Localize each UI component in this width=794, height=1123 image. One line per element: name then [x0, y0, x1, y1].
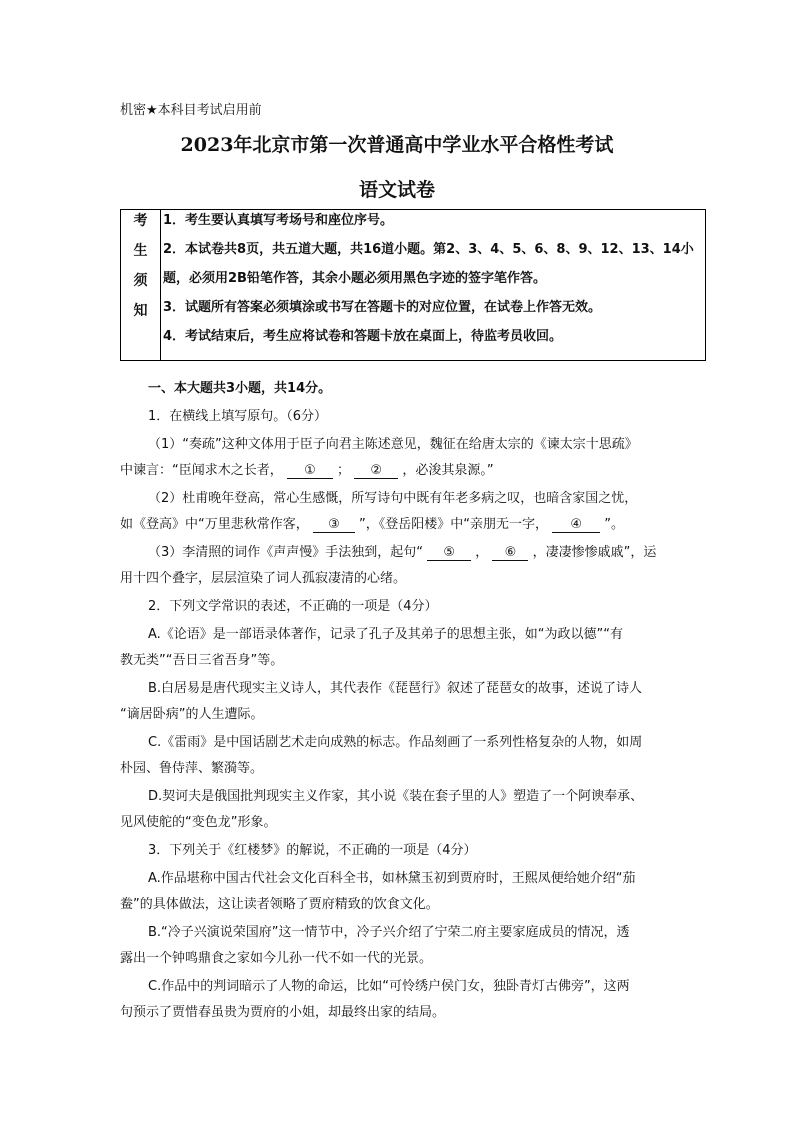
- notice-item: 1．考生要认真填写考场号和座位序号。: [163, 213, 394, 228]
- question-3-option-b: B.“冷子兴演说荣国府”这一情节中，冷子兴介绍了宁荣二府主要家庭成员的情况，透: [148, 925, 630, 940]
- question-2-stem: 2．下列文学常识的表述，不正确的一项是（4分）: [148, 599, 438, 614]
- question-2-option-a: A.《论语》是一部语录体著作，记录了孔子及其弟子的思想主张，如“为政以德”“有: [148, 627, 624, 642]
- notice-items: [161, 210, 706, 361]
- question-2-option-d: D.契诃夫是俄国批判现实主义作家，其小说《装在套子里的人》塑造了一个阿谀奉承、: [148, 789, 644, 804]
- notice-label: [121, 210, 161, 361]
- question-text: （3）李清照的词作《声声慢》手法独到，起句“: [148, 545, 424, 560]
- notice-label-char: 生: [133, 243, 148, 259]
- question-3-stem: 3．下列关于《红楼梦》的解说，不正确的一项是（4分）: [148, 843, 477, 858]
- question-3-option-a-cont: 鲞”的具体做法，这让读者领略了贾府精致的饮食文化。: [120, 897, 439, 912]
- question-text: ，必浚其泉源。”: [402, 463, 494, 478]
- question-2-option-b: B.白居易是唐代现实主义诗人，其代表作《琵琶行》叙述了琵琶女的故事，述说了诗人: [148, 681, 643, 696]
- notice-item: 题，必须用2B铅笔作答，其余小题必须用黑色字迹的签字笔作答。: [163, 271, 546, 286]
- answer-blank-1[interactable]: ①: [287, 463, 333, 479]
- answer-blank-6[interactable]: ⑥: [492, 545, 528, 561]
- answer-blank-2[interactable]: ②: [354, 463, 398, 479]
- question-3-option-c: C.作品中的判词暗示了人物的命运，比如“可怜绣户侯门女，独卧青灯古佛旁”，这两: [148, 979, 630, 994]
- question-2-option-d-cont: 见风使舵的“变色龙”形象。: [120, 815, 277, 830]
- section-heading: 一、本大题共3小题，共14分。: [148, 381, 332, 396]
- question-1-part-1-line-2: [120, 459, 494, 479]
- notice-label-char: 考: [133, 213, 148, 229]
- question-2-option-c-cont: 朴园、鲁侍萍、繁漪等。: [120, 761, 264, 776]
- question-text: ”，《登岳阳楼》中“亲朋无一字，: [359, 517, 549, 532]
- question-2-option-b-cont: “谪居卧病”的人生遭际。: [120, 707, 264, 722]
- question-text: 如《登高》中“万里悲秋常作客，: [120, 517, 309, 532]
- question-text: ；: [337, 463, 351, 478]
- question-2-option-c: C.《雷雨》是中国话剧艺术走向成熟的标志。作品刻画了一系列性格复杂的人物，如周: [148, 735, 643, 750]
- notice-item: 3．试题所有答案必须填涂或书写在答题卡的对应位置，在试卷上作答无效。: [163, 300, 602, 315]
- exam-subtitle: 语文试卷: [358, 179, 435, 201]
- answer-blank-4[interactable]: ④: [552, 517, 600, 533]
- question-2-option-a-cont: 教无类”“吾日三省吾身”等。: [120, 653, 284, 668]
- exam-title: 2023年北京市第一次普通高中学业水平合格性考试: [180, 134, 614, 156]
- question-3-option-c-cont: 句预示了贾惜春虽贵为贾府的小姐，却最终出家的结局。: [120, 1005, 446, 1020]
- answer-blank-3[interactable]: ③: [313, 517, 355, 533]
- question-1-part-3-line-2: 用十四个叠字，层层渲染了词人孤寂凄清的心绪。: [120, 571, 407, 586]
- question-3-option-a: A.作品堪称中国古代社会文化百科全书，如林黛玉初到贾府时，王熙凤便给她介绍“茄: [148, 871, 636, 886]
- question-1-stem: 1．在横线上填写原句。（6分）: [148, 409, 328, 424]
- question-1-part-2-line-1: （2）杜甫晚年登高，常心生感慨，所写诗句中既有年老多病之叹，也暗含家国之忧，: [148, 491, 638, 506]
- question-1-part-1-line-1: （1）“奏疏”这种文体用于臣子向君主陈述意见，魏征在给唐太宗的《谏太宗十思疏》: [148, 437, 638, 452]
- question-text: ，凄凄惨惨戚戚”，运: [532, 545, 657, 560]
- notice-label-char: 知: [133, 303, 148, 319]
- notice-item: 4．考试结束后，考生应将试卷和答题卡放在桌面上，待监考员收回。: [163, 329, 563, 344]
- answer-blank-5[interactable]: ⑤: [427, 545, 471, 561]
- notice-label-char: 须: [133, 273, 148, 289]
- question-text: ，: [475, 545, 489, 560]
- notice-table: [120, 209, 706, 361]
- notice-item: 2．本试卷共8页，共五道大题，共16道小题。第2、3、4、5、6、8、9、12、13、14小: [163, 242, 694, 257]
- question-1-part-2-line-2: [120, 513, 624, 533]
- question-text: ”。: [604, 517, 625, 532]
- confidential-mark: 机密★本科目考试启用前: [120, 103, 262, 118]
- question-3-option-b-cont: 露出一个钟鸣鼎食之家如今儿孙一代不如一代的光景。: [120, 951, 433, 966]
- question-1-part-3-line-1: [148, 541, 656, 561]
- question-text: 中谏言：“臣闻求木之长者，: [120, 463, 283, 478]
